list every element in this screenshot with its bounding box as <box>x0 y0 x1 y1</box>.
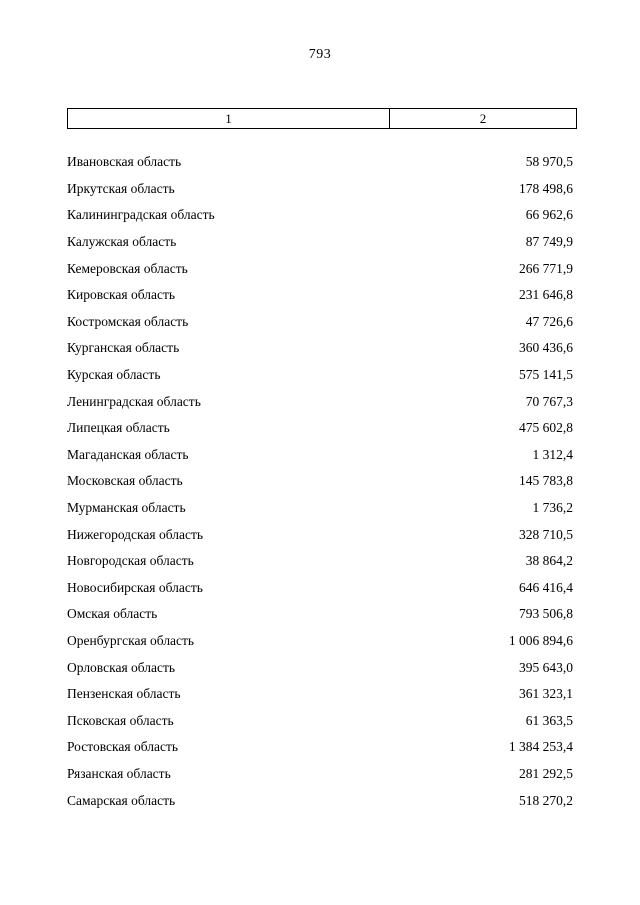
table-row <box>67 575 577 602</box>
region-value: 266 771,9 <box>519 260 573 276</box>
region-value: 47 726,6 <box>525 313 573 329</box>
table-row <box>67 601 577 628</box>
table-row <box>67 202 577 229</box>
region-value: 178 498,6 <box>519 180 573 196</box>
table-row <box>67 149 577 176</box>
region-value: 66 962,6 <box>525 207 573 223</box>
region-name: Пензенская область <box>67 686 181 702</box>
region-name: Мурманская область <box>67 500 186 516</box>
region-name: Ленинградская область <box>67 393 201 409</box>
region-name: Ростовская область <box>67 739 178 755</box>
table-row <box>67 628 577 655</box>
region-name: Магаданская область <box>67 446 189 462</box>
region-name: Калужская область <box>67 234 177 250</box>
region-value: 87 749,9 <box>525 234 573 250</box>
table-row <box>67 255 577 282</box>
region-value: 361 323,1 <box>519 686 573 702</box>
table-row <box>67 734 577 761</box>
region-name: Самарская область <box>67 792 176 808</box>
column-header-2: 2 <box>479 110 487 126</box>
region-name: Омская область <box>67 606 158 622</box>
region-name: Калининградская область <box>67 207 215 223</box>
region-value: 1 736,2 <box>532 500 573 516</box>
region-name: Ивановская область <box>67 154 182 170</box>
region-name: Оренбургская область <box>67 632 195 648</box>
data-table-container <box>67 108 577 814</box>
region-values-table <box>67 149 577 814</box>
table-body <box>67 149 577 814</box>
table-row <box>67 362 577 389</box>
region-name: Курганская область <box>67 340 180 356</box>
table-row <box>67 442 577 469</box>
table-row <box>67 495 577 522</box>
region-value: 395 643,0 <box>519 659 573 675</box>
region-name: Иркутская область <box>67 180 175 196</box>
region-name: Нижегородская область <box>67 526 204 542</box>
region-value: 1 312,4 <box>532 446 573 462</box>
table-row <box>67 521 577 548</box>
region-value: 281 292,5 <box>519 765 573 781</box>
region-name: Липецкая область <box>67 420 170 436</box>
table-row <box>67 468 577 495</box>
region-name: Костромская область <box>67 313 189 329</box>
region-value: 231 646,8 <box>519 287 573 303</box>
region-value: 518 270,2 <box>519 792 573 808</box>
region-value: 1 384 253,4 <box>508 739 573 755</box>
region-name: Курская область <box>67 367 161 383</box>
region-value: 61 363,5 <box>525 712 573 728</box>
table-row <box>67 707 577 734</box>
table-row <box>67 229 577 256</box>
table-row <box>67 388 577 415</box>
page-number: 793 <box>308 47 332 62</box>
region-value: 793 506,8 <box>519 606 573 622</box>
region-name: Псковская область <box>67 712 174 728</box>
table-row <box>67 787 577 814</box>
region-value: 328 710,5 <box>519 526 573 542</box>
table-row <box>67 654 577 681</box>
region-name: Новосибирская область <box>67 579 203 595</box>
table-row <box>67 335 577 362</box>
region-value: 70 767,3 <box>525 393 573 409</box>
region-name: Новгородская область <box>67 553 194 569</box>
column-header-row <box>67 108 577 129</box>
region-name: Кемеровская область <box>67 260 188 276</box>
table-row <box>67 681 577 708</box>
region-value: 145 783,8 <box>519 473 573 489</box>
region-name: Орловская область <box>67 659 176 675</box>
table-row <box>67 282 577 309</box>
region-value: 575 141,5 <box>519 367 573 383</box>
column-header-1: 1 <box>68 109 390 128</box>
region-value: 475 602,8 <box>519 420 573 436</box>
region-value: 1 006 894,6 <box>508 632 573 648</box>
region-name: Московская область <box>67 473 183 489</box>
region-value: 38 864,2 <box>525 553 573 569</box>
table-row <box>67 548 577 575</box>
table-row <box>67 309 577 336</box>
table-row <box>67 415 577 442</box>
table-row <box>67 761 577 788</box>
region-value: 360 436,6 <box>519 340 573 356</box>
region-value: 646 416,4 <box>519 579 573 595</box>
table-row <box>67 176 577 203</box>
region-name: Кировская область <box>67 287 176 303</box>
region-value: 58 970,5 <box>525 154 573 170</box>
region-name: Рязанская область <box>67 765 171 781</box>
